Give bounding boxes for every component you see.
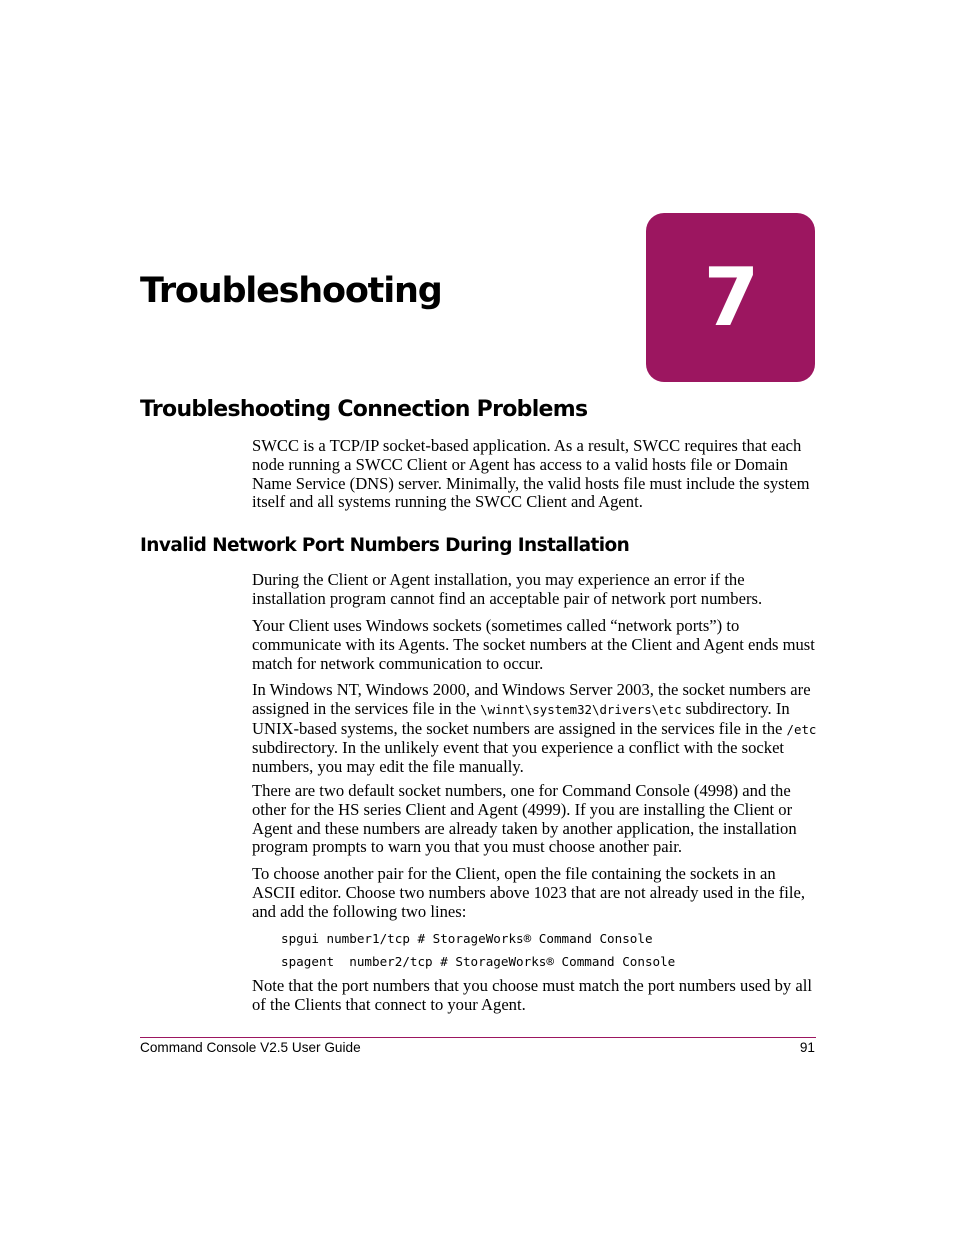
subsection-paragraph-5: To choose another pair for the Client, open the file containing the sockets in an ASCII editor. Choose two numbers above 1023 that are not already used in the file, and add the following two lines: [252,864,805,921]
subsection-paragraph-1: During the Client or Agent installation, you may experience an error if the installation program cannot find an acceptable pair of network port numbers. [252,570,763,608]
footer-guide-title: Command Console V2.5 User Guide [140,1040,361,1055]
unix-path-code: /etc [786,721,817,737]
section-paragraph-1: SWCC is a TCP/IP socket-based application. As a result, SWCC requires that each node running a SWCC Client or Agent has access to a valid hosts file or Domain Name Service (DNS) server. Minimally, the valid hosts file must include the system itself and all systems running the SWCC Client and Agent. [252,436,810,512]
section-title: Troubleshooting Connection Problems [140,397,588,422]
footer-page-number: 91 [799,1040,815,1055]
paragraph-text: subdirectory. In the unlikely event that you experience a conflict with the socket numbers, you may edit the file manually. [252,738,785,777]
paragraph-text: subdirectory. In UNIX-based systems, the socket numbers are assigned in the services file in the [252,698,790,738]
code-line-spagent: spagent number2/tcp # StorageWorks® Command Console [281,954,676,969]
subsection-paragraph-6: Note that the port numbers that you choose must match the port numbers used by all of the Clients that connect to your Agent. [252,976,812,1014]
chapter-number-badge [646,213,815,382]
subsection-title: Invalid Network Port Numbers During Installation [140,535,630,556]
windows-path-code: \winnt\system32\drivers\etc [480,701,682,717]
subsection-paragraph-3 [252,681,817,777]
chapter-title: Troubleshooting [140,271,442,311]
code-line-spgui: spgui number1/tcp # StorageWorks® Command Console [281,931,653,946]
paragraph-text: In Windows NT, Windows 2000, and Windows Server 2003, the socket numbers are assigned in the services file in the [252,680,811,718]
subsection-paragraph-4: There are two default socket numbers, one for Command Console (4998) and the other for the HS series Client and Agent (4999). If you are installing the Client or Agent and these numbers are already taken by another application, the installation program prompts to warn you that you must choose another pair. [252,781,797,857]
subsection-paragraph-2: Your Client uses Windows sockets (sometimes called “network ports”) to communicate with its Agents. The socket numbers at the Client and Agent ends must match for network communication to occur. [252,616,815,673]
chapter-number: 7 [703,250,758,344]
footer-divider [140,1037,816,1038]
